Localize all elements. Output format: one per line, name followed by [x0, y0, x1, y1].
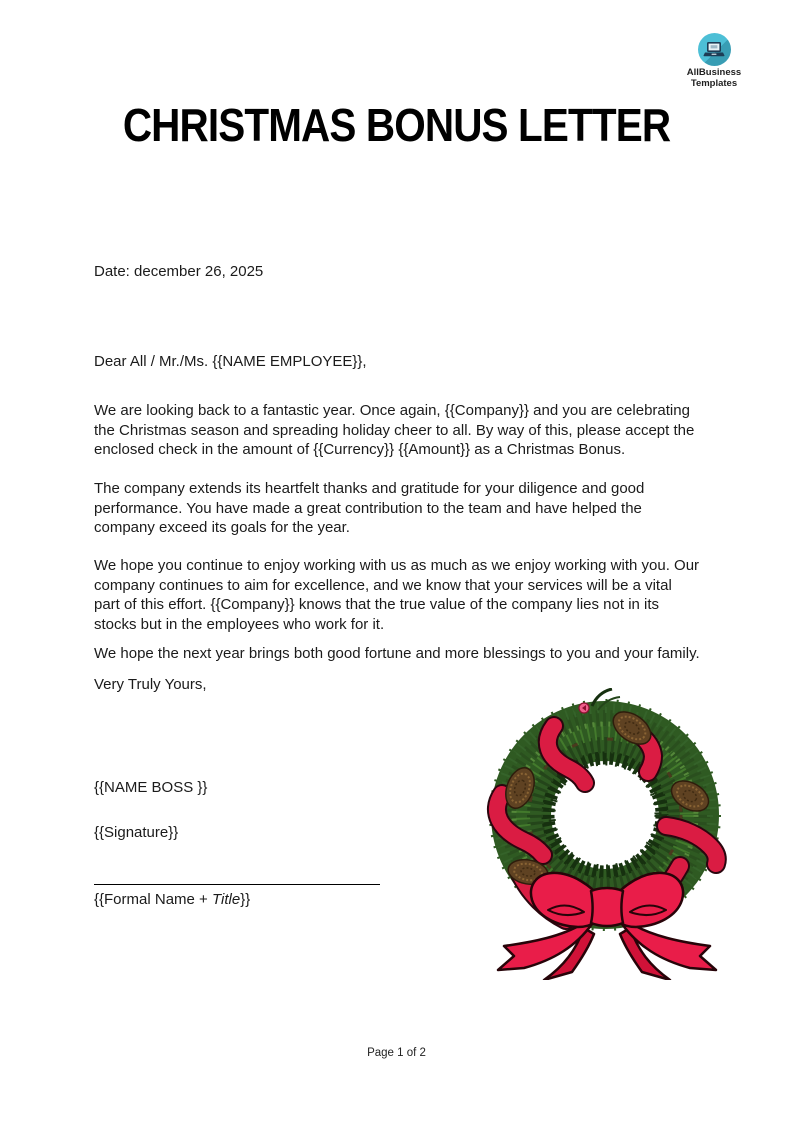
paragraph-3: We hope you continue to enjoy working with us as much as we enjoy working with you. Our company continues to aim for excellence, and we know that your services will be a vital part of this effort. {{Company}} knows that the true value of the company lies not in its stocks but in the employees who work for it. — [94, 557, 700, 633]
formal-name-suffix: }} — [240, 891, 251, 908]
page-number: Page 1 of 2 — [367, 1047, 426, 1059]
signature-line — [94, 884, 380, 885]
paragraph-4: We hope the next year brings both good fortune and more blessings to you and your family. — [94, 645, 700, 662]
date-line: Date: december 26, 2025 — [94, 263, 264, 280]
laptop-icon — [703, 41, 725, 59]
brand-name-line1: AllBusiness — [686, 67, 742, 78]
brand-name-line2: Templates — [690, 77, 738, 89]
closing-line: Very Truly Yours, — [94, 676, 207, 693]
salutation: Dear All / Mr./Ms. {{NAME EMPLOYEE}}, — [94, 353, 367, 370]
signature-placeholder: {{Signature}} — [94, 824, 179, 841]
page-title: CHRISTMAS BONUS LETTER — [122, 99, 671, 151]
allbusiness-logo — [664, 33, 764, 89]
paragraph-1: We are looking back to a fantastic year. Once again, {{Company}} and you are celebrating the Christmas season and spreading holiday cheer to all. By way of this, please accept the enclosed check in the amount of {{Currency}} {{Amount}} as a Christmas Bonus. — [94, 402, 695, 458]
christmas-wreath-illustration — [480, 688, 730, 980]
logo-circle — [698, 33, 731, 66]
bow — [498, 873, 716, 980]
boss-name-placeholder: {{NAME BOSS }} — [94, 779, 208, 796]
formal-name-prefix: {{Formal Name + — [94, 891, 212, 908]
paragraph-2: The company extends its heartfelt thanks and gratitude for your diligence and good performance. You have made a great contribution to the team and have helped the company exceed its goals for the year. — [94, 480, 645, 536]
berry-ornament — [579, 703, 589, 713]
formal-name-title: Title — [211, 891, 241, 908]
